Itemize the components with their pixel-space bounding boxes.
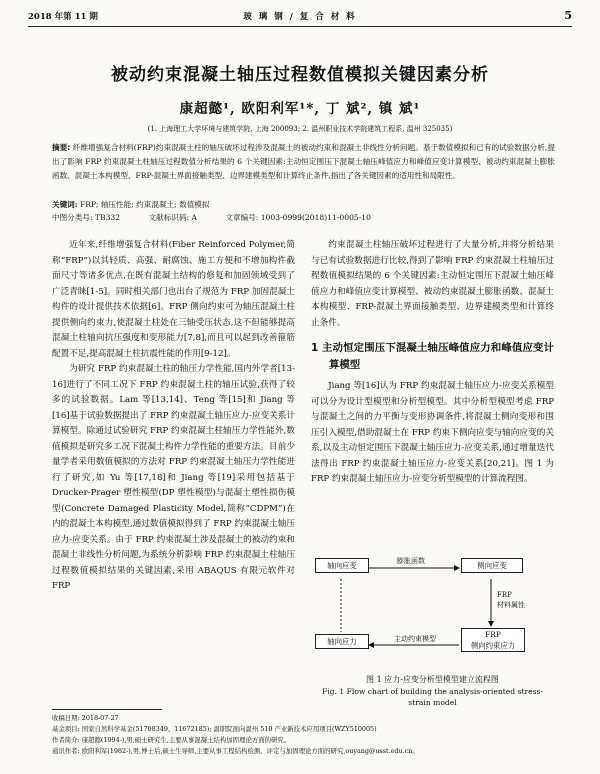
flow-box-axial-strain: 轴向应变 [315, 558, 369, 573]
abstract-text: 纤维增强复合材料(FRP)约束混凝土柱的轴压破坏过程涉及混凝土的被动约束和混凝土非线性分析问题。基于数值模拟和已有的试验数据分析,提出了影响 FRP 约束混凝土柱轴压过程数值分析结果的 6 个关键因素:主动恒定围压下混凝土轴压峰值应力和峰值应变计算模型、被动约束混凝土膨胀函数、混凝土本构模型、FRP-混凝土界面接触类型、边界建模类型和计算终止条件,指出了各关键因素的适用性和局限性。 [52, 143, 555, 180]
body-column-right [311, 238, 554, 488]
footnote-divider [52, 709, 162, 710]
body-paragraph: 约束混凝土柱轴压破坏过程进行了大量分析,并将分析结果与已有试验数据进行比较,得到了影响 FRP 约束混凝土柱轴压过程数值模拟结果的 6 个关键因素:主动恒定围压下混凝土轴压峰值应力和峰值应变计算模型、被动约束混凝土膨胀函数、混凝土本构模型、FRP-混凝土界面接触类型、边界建模类型和计算终止条件。 [311, 240, 554, 328]
running-header [28, 10, 572, 24]
frp-label: FRP [497, 591, 512, 599]
body-paragraph: 近年来,纤维增强复合材料(Fiber Reinforced Polymer,简称“FRP”)以其轻质、高强、耐腐蚀、施工方便和不增加构件截面尺寸等诸多优点,在既有混凝土结构的修复和加固领域受到了广泛青睐[1-5]。同时相关部门也出台了规范为 FRP 加固混凝土构件的设计提供技术依据[6]。FRP 侧向约束可为轴压混凝土柱提供侧向约束力,使混凝土柱处在三轴受压状态,这不但能够提高混凝土柱轴向抗压强度和变形能力[7,8],而且可以起到改善箍筋配置不足,提高混凝土柱抗震性能的作用[9-12]。 [52, 240, 295, 359]
figure-caption-cn: 图 1 应力-应变分析型模型建立流程图 [366, 675, 499, 684]
footnote-author: 作者简介: 康超懿(1994-),男,硕士研究生,主要从事混凝土结构加固理论方面的研究。 [52, 736, 291, 744]
flowchart-figure [311, 550, 554, 670]
flow-box-axial-stress: 轴向应力 [315, 634, 369, 649]
footnote-fund: 基金项目: 国家自然科学基金(51708349、11672185); 温职院面向温州 510 产业新技术应用项目(WZY510005) [52, 725, 377, 733]
article-number: 文章编号: 1003-0999(2018)11-0005-10 [225, 213, 371, 222]
paper-title: 被动约束混凝土轴压过程数值模拟关键因素分析 [111, 65, 489, 85]
document-code: 文献标识码: A [148, 213, 197, 222]
body-paragraph: Jiang 等[16]认为 FRP 约束混凝土轴压应力-应变关系模型可以分为设计型模型和分析型模型。其中分析型模型考虑 FRP 与混凝土之间的力平衡与变形协调条件,将混凝土侧向变形和围压引入模型,借助混凝土在 FRP 约束下侧向应变与轴向应变的关系,以及主动恒定围压下混凝土轴压应力-应变关系,通过增量迭代法得出 FRP 约束混凝土轴压应力-应变关系[20,21]。图 1 为 FRP 约束混凝土轴压应力-应变分析型模型的计算流程图。 [311, 381, 554, 484]
issue-label: 2018 年第 11 期 [28, 12, 98, 22]
body-paragraph: 为研究 FRP 约束混凝土柱的轴压力学性能,国内外学者[13-16]进行了不同工况下 FRP 约束混凝土柱的轴压试验,获得了较多的试验数据。Lam 等[13,14]、Teng 等[15]和 Jiang 等[16]基于试验数据提出了 FRP 约束混凝土轴压应力-应变关系计算模型。除通过试验研究 FRP 约束混凝土柱轴压力学性能外,数值模拟是研究多工况下混凝土构件力学性能的重要方法。目前少量学者采用数值模拟的方法对 FRP 约束混凝土轴压力学性能进行了研究,如 Yu 等[17,18]和 Jiang 等[19]采用包括基于 Drucker-Prager 塑性模型(DP 塑性模型)与混凝土塑性损伤模型(Concrete Damaged Plasticity Model,简称“CDPM”)在内的混凝土本构模型,通过数值模拟得到了 FRP 约束混凝土轴压应力-应变关系。由于 FRP 约束混凝土涉及混凝土的被动约束和混凝土非线性分析问题,为系统分析影响 FRP 约束混凝土柱轴压过程数值模拟结果的关键因素,采用 ABAQUS 有限元软件对 FRP [52, 364, 295, 591]
clc-number: 中图分类号: TB332 [52, 213, 121, 222]
author-list: 康超懿¹, 欧阳利军¹*, 丁 斌², 镇 斌¹ [179, 101, 421, 117]
section-heading: 1 主动恒定围压下混凝土轴压峰值应力和峰值应变计算模型 [311, 342, 554, 371]
keywords-text: FRP; 轴压性能; 约束混凝土; 数值模拟 [80, 200, 210, 209]
footnote-corresponding: 通讯作者: 欧阳利军(1982-),男,博士后,硕士生导师,主要从事工程结构检测、评定与加固理论方面的研究,ouyang@usst.edu.cn。 [52, 747, 419, 755]
figure-caption-en: Fig. 1 Flow chart of building the analysis-oriented stress-strain model [321, 687, 543, 707]
flow-label-frp [497, 590, 547, 610]
abstract [52, 141, 555, 183]
abstract-label: 摘要: [52, 143, 71, 152]
affiliation: (1. 上海理工大学环境与建筑学院, 上海 200093; 2. 温州职业技术学院建筑工程系, 温州 325035) [147, 125, 453, 133]
footnote-received: 收稿日期: 2018-07-27 [52, 714, 119, 722]
keywords-label: 关键词: [52, 200, 78, 209]
body-column-left [52, 238, 295, 595]
header-divider [28, 26, 572, 27]
flow-label-active-model: 主动约束模型 [394, 635, 436, 643]
flow-box-frp-pressure: FRP 侧向约束应力 [461, 628, 525, 652]
flow-label-dilation: 膨胀函数 [397, 557, 425, 565]
frp-property-label: 材料属性 [497, 601, 525, 609]
flow-box-lateral-strain: 侧向应变 [461, 558, 523, 573]
journal-name: 玻 璃 钢 / 复 合 材 料 [243, 12, 357, 22]
keywords [52, 199, 555, 210]
page-number: 5 [564, 9, 572, 22]
article-metadata [52, 212, 555, 223]
